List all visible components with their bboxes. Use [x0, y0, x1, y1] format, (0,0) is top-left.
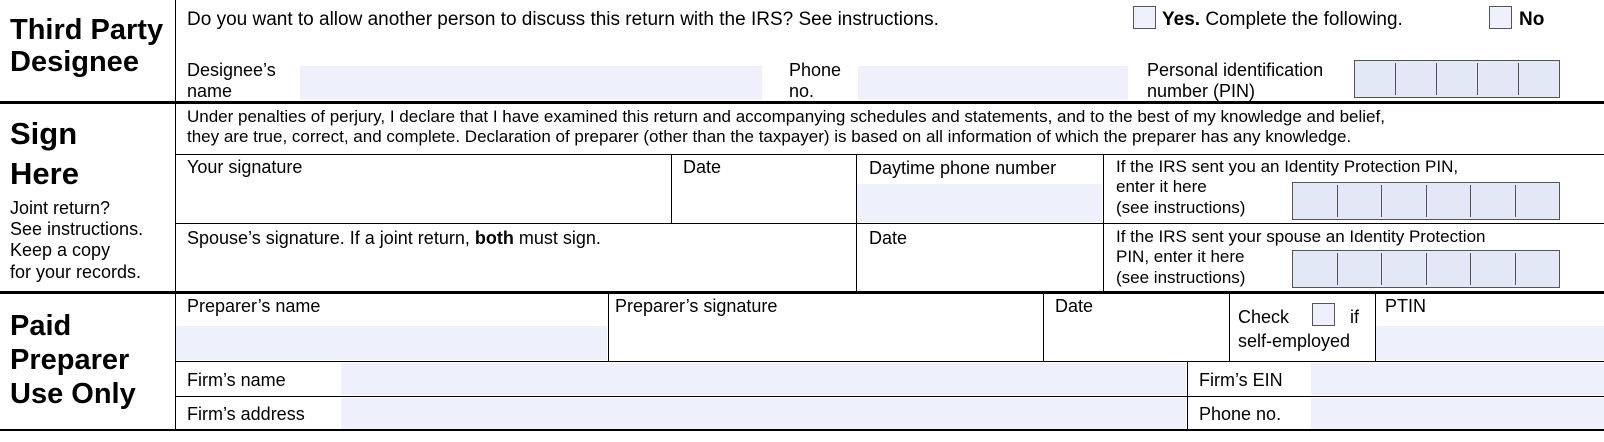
- preparer-name-field[interactable]: [176, 326, 607, 360]
- check-label: Check: [1238, 307, 1290, 327]
- spouse-date-label: Date: [869, 228, 908, 248]
- sign-here-title: Sign Here: [10, 116, 79, 192]
- preparer-date-field[interactable]: [1055, 320, 1225, 360]
- no-checkbox[interactable]: [1489, 6, 1512, 29]
- ptin-label: PTIN: [1385, 296, 1427, 316]
- perjury-declaration: Under penalties of perjury, I declare that I have examined this return and accompanying schedules and statements, and to the best of my knowledge and belief, they are true, correct, and complete. Declaration of preparer (other than the taxpayer) is based on all information of which the preparer has any knowledge.: [187, 107, 1385, 147]
- spouse-signature-label: Spouse’s signature. If a joint return, both must sign.: [187, 228, 601, 248]
- preparer-signature-field[interactable]: [615, 320, 1040, 360]
- third-party-title: Third Party Designee: [10, 14, 164, 79]
- ptin-field[interactable]: [1376, 326, 1604, 360]
- spouse-date-field[interactable]: [869, 252, 1101, 290]
- firm-phone-label: Phone no.: [1199, 404, 1282, 424]
- designee-name-label: Designee’s name: [187, 60, 276, 102]
- discuss-question: Do you want to allow another person to discuss this return with the IRS? See instructions.: [187, 9, 939, 30]
- no-label: No: [1519, 9, 1545, 30]
- self-employed-label: self-employed: [1238, 331, 1351, 351]
- yes-checkbox[interactable]: [1133, 6, 1156, 29]
- daytime-phone-field[interactable]: [857, 184, 1102, 222]
- firm-name-field[interactable]: [341, 363, 1186, 395]
- designee-pin-input[interactable]: [1354, 60, 1560, 98]
- preparer-date-label: Date: [1055, 296, 1094, 316]
- spouse-ip-pin-input[interactable]: [1292, 250, 1560, 288]
- paid-preparer-title: Paid Preparer Use Only: [10, 310, 136, 411]
- firm-ein-label: Firm’s EIN: [1199, 370, 1283, 390]
- firm-address-label: Firm’s address: [187, 404, 305, 424]
- if-label: if: [1350, 307, 1359, 327]
- ip-pin-input[interactable]: [1292, 182, 1560, 220]
- firm-address-field[interactable]: [341, 398, 1186, 429]
- ip-pin-label: If the IRS sent you an Identity Protection PIN, enter it here (see instructions): [1116, 157, 1459, 217]
- designee-phone-label: Phone no.: [789, 60, 842, 102]
- designee-name-field[interactable]: [300, 66, 762, 100]
- your-date-label: Date: [683, 157, 722, 177]
- your-signature-label: Your signature: [187, 157, 303, 177]
- firm-ein-field[interactable]: [1311, 363, 1604, 395]
- designee-pin-label: Personal identification number (PIN): [1147, 60, 1324, 102]
- joint-return-note: Joint return? See instructions. Keep a copy for your records.: [10, 198, 144, 282]
- designee-phone-field[interactable]: [858, 66, 1128, 100]
- yes-label: Yes. Complete the following.: [1162, 9, 1403, 30]
- spouse-ip-pin-label: If the IRS sent your spouse an Identity Protection PIN, enter it here (see instructions): [1116, 227, 1486, 287]
- firm-name-label: Firm’s name: [187, 370, 286, 390]
- your-date-field[interactable]: [683, 180, 855, 222]
- preparer-name-label: Preparer’s name: [187, 296, 321, 316]
- daytime-phone-label: Daytime phone number: [869, 158, 1057, 178]
- your-signature-field[interactable]: [187, 180, 670, 222]
- self-employed-checkbox[interactable]: [1312, 303, 1335, 326]
- preparer-signature-label: Preparer’s signature: [615, 296, 778, 316]
- firm-phone-field[interactable]: [1311, 398, 1604, 429]
- spouse-signature-field[interactable]: [187, 252, 855, 290]
